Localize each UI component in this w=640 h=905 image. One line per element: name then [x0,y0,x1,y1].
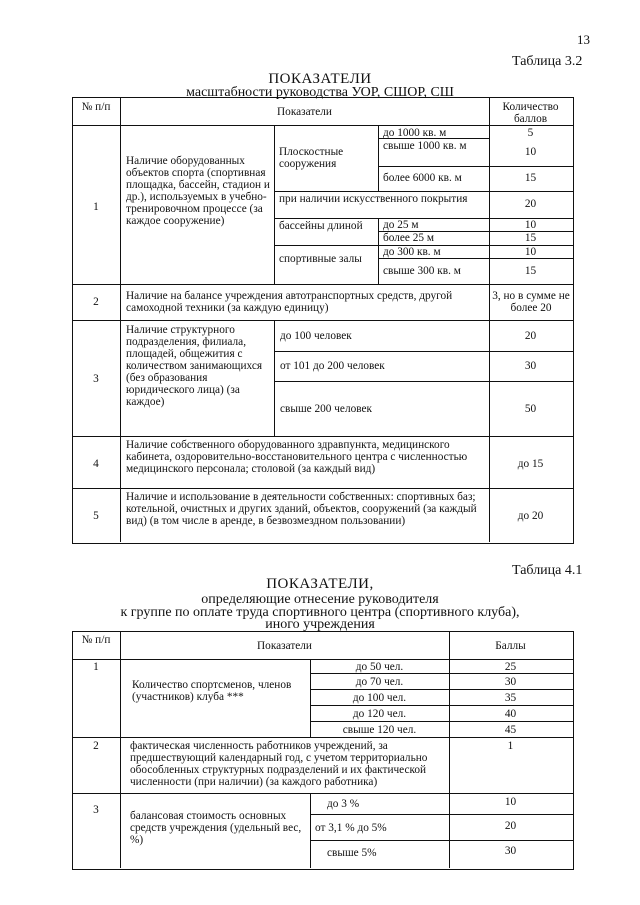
table1-row3c-points: 50 [524,403,537,415]
table2-row1c-points: 35 [504,692,517,704]
table1-flat3-points: 15 [524,172,537,184]
table1-row4-points: до 15 [517,458,544,470]
table2-row1e-range: свыше 120 чел. [342,724,417,736]
table1-pool1-points: 10 [524,219,537,231]
table1-head-indicators: Показатели [277,106,332,118]
table1-row3a-range: до 100 человек [280,330,352,342]
table1-row1-text: Наличие оборудованных объектов спорта (спортивная площадка, бассейн, стадион и др.), используемых в учебно-тренировочном процессе (за каждое сооружение) [126,155,270,227]
table2-head-number: № п/п [81,634,111,646]
table1-flat-label: Плоскостные сооружения [279,146,344,170]
table1-flat1-points: 5 [527,127,534,139]
table2-row1b-range: до 70 чел. [355,676,404,688]
table2-row1b-points: 30 [504,676,517,688]
table1-row2-text: Наличие на балансе учреждения автотранспортных средств, другой самоходной техники (за каждую единицу) [126,290,453,314]
table2-row1c-range: до 100 чел. [352,692,407,704]
table1-row3b-points: 30 [524,360,537,372]
table1-hall1-points: 10 [524,246,537,258]
table2-row3a-range: до 3 % [327,798,360,810]
table2-row1a-points: 25 [504,661,517,673]
table2-row3b-points: 20 [504,820,517,832]
table1-row4-text: Наличие собственного оборудованного здравпункта, медицинского кабинета, оздоровительно-восстановительного центра с численностью медицинского персонала; столовой (за каждый вид) [126,439,468,475]
table1-subtitle: масштабности руководства УОР, СШОР, СШ [186,85,454,100]
table1-artificial-points: 20 [524,198,537,210]
table1-flat2-range: свыше 1000 кв. м [383,140,467,152]
table2-row3c-range: свыше 5% [327,847,377,859]
table1-row5-number: 5 [93,510,99,522]
table1-row3b-range: от 101 до 200 человек [280,360,385,372]
table2-row3-text: балансовая стоимость основных средств учреждения (удельный вес, %) [130,810,302,846]
table2-row1-text: Количество спортсменов, членов (участников) клуба *** [132,679,292,703]
table1-pool2-range: более 25 м [383,232,435,244]
table2-row3c-points: 30 [504,845,517,857]
table2-subtitle-1: определяющие отнесение руководителя [201,592,439,607]
table1-row3c-range: свыше 200 человек [280,403,372,415]
table2-title: ПОКАЗАТЕЛИ, [266,576,374,592]
table1-row5-text: Наличие и использование в деятельности собственных: спортивных баз; котельной, очистных и других зданий, объектов, сооружений (за каждый вид) (в том числе в аренде, в безвозмездном пользовании) [126,491,477,527]
table1-head-quantity: Количество баллов [502,101,559,125]
table2-row2-number: 2 [93,740,99,752]
table1-row3-number: 3 [93,373,99,385]
table2-caption: Таблица 4.1 [512,563,583,578]
table2-head-indicators: Показатели [257,640,312,652]
table1-pool-label: бассейны длиной [279,220,363,232]
table2-row1d-points: 40 [504,708,517,720]
table2-row1e-points: 45 [504,724,517,736]
table1-flat1-range: до 1000 кв. м [383,127,447,139]
table1-hall2-range: свыше 300 кв. м [383,265,461,277]
table1-row4-number: 4 [93,458,99,470]
table1-row2-number: 2 [93,296,99,308]
table1-row2-points: 3, но в сумме не более 20 [492,290,570,314]
table1-hall1-range: до 300 кв. м [383,246,441,258]
table2-row1d-range: до 120 чел. [352,708,407,720]
table1-caption: Таблица 3.2 [512,54,583,69]
table2-subtitle-3: иного учреждения [265,617,375,632]
table2-row3-number: 3 [93,804,99,816]
table1-flat2-points: 10 [524,146,537,158]
table2-row2-points: 1 [507,740,514,752]
table1-artificial-label: при наличии искусственного покрытия [279,193,468,205]
table1-pool1-range: до 25 м [383,219,419,231]
table2-subtitle-2: к группе по оплате труда спортивного центра (спортивного клуба), [120,605,520,620]
table1-row1-number: 1 [93,201,99,213]
table2-head-points: Баллы [495,640,526,652]
table1-head-number: № п/п [81,101,111,113]
table1-pool2-points: 15 [524,232,537,244]
table2-row1a-range: до 50 чел. [355,661,404,673]
table1-title: ПОКАЗАТЕЛИ [268,71,372,87]
table1-row3-text: Наличие структурного подразделения, филиала, площадей, общежития с количеством занимающихся (без образования юридического лица) (за каждое) [126,324,263,408]
page-number: 13 [577,32,590,47]
table2-row3b-range: от 3,1 % до 5% [315,822,387,834]
table1-hall-label: спортивные залы [279,253,362,265]
table2-row2-text: фактическая численность работников учреждений, за предшествующий календарный год, с учетом территориально обособленных структурных подразделений и их фактической численности (при наличии) (за каждого работника) [130,740,428,788]
table2-row3a-points: 10 [504,796,517,808]
table2-row1-number: 1 [93,661,99,673]
table1-row3a-points: 20 [524,330,537,342]
table1-hall2-points: 15 [524,265,537,277]
table1-flat3-range: более 6000 кв. м [383,172,462,184]
table1-row5-points: до 20 [517,510,544,522]
